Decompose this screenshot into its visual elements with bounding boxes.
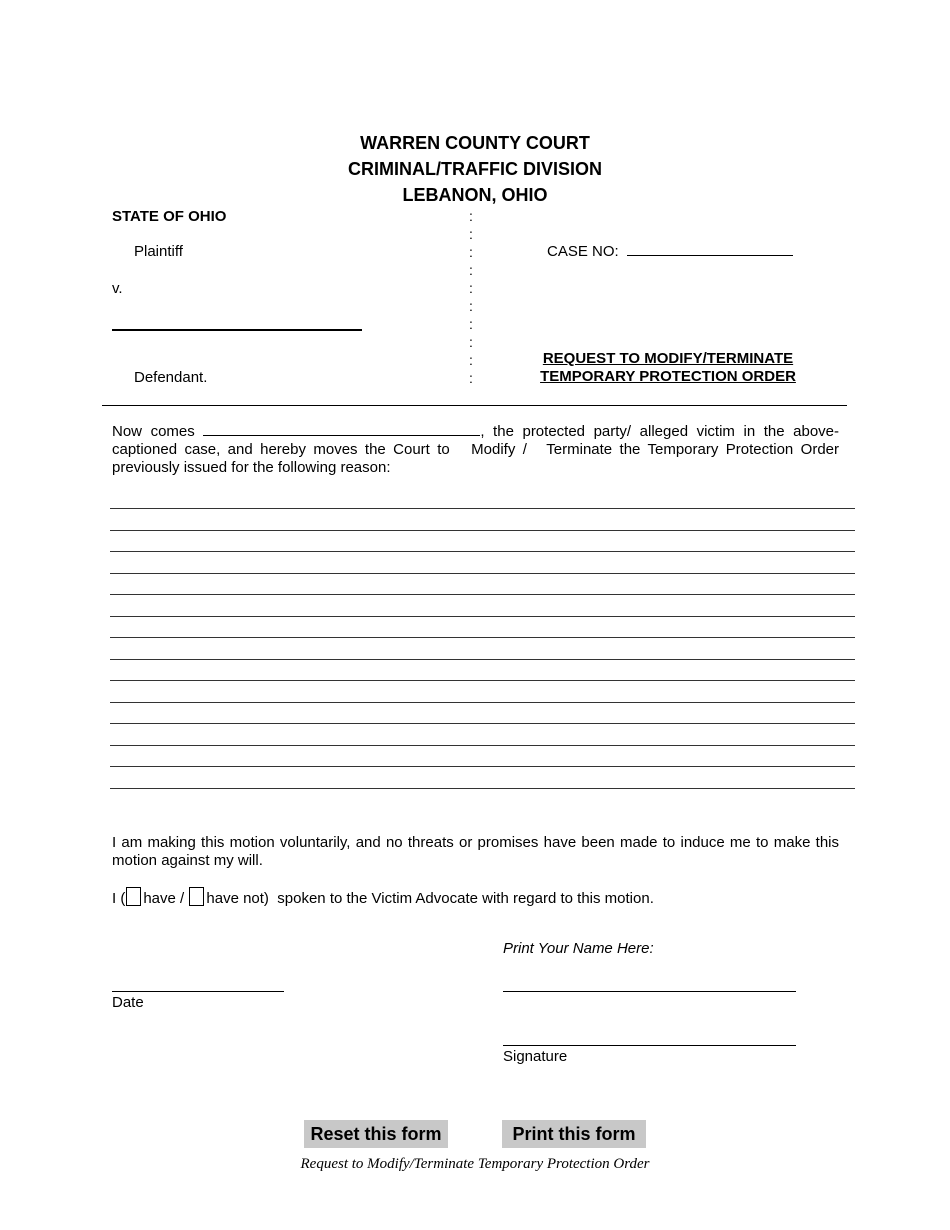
- case-number-input[interactable]: [627, 255, 793, 256]
- state-label: STATE OF OHIO: [112, 208, 227, 225]
- have-not-text: have not): [206, 890, 269, 907]
- caption-colon: :: [469, 208, 473, 224]
- reason-line[interactable]: [110, 508, 855, 509]
- caption-colon: :: [469, 226, 473, 242]
- court-name: WARREN COUNTY COURT: [360, 133, 590, 153]
- versus-label: v.: [112, 280, 123, 297]
- case-number-field: [547, 243, 793, 260]
- reason-line[interactable]: [110, 594, 855, 595]
- have-text: have /: [143, 890, 185, 907]
- reason-line[interactable]: [110, 573, 855, 574]
- caption-colon: :: [469, 352, 473, 368]
- date-line[interactable]: [112, 991, 284, 992]
- modify-text: Modify /: [471, 441, 527, 458]
- reason-line[interactable]: [110, 680, 855, 681]
- document-title-line1: REQUEST TO MODIFY/TERMINATE: [542, 350, 794, 367]
- caption-divider: [102, 405, 847, 406]
- reason-line[interactable]: [110, 702, 855, 703]
- signature-label: Signature: [503, 1048, 568, 1065]
- protected-party-name-input[interactable]: [203, 435, 480, 436]
- signature-line[interactable]: [503, 1045, 796, 1046]
- caption-colon: :: [469, 334, 473, 350]
- now-comes-text: Now comes: [112, 423, 195, 440]
- court-location: LEBANON, OHIO: [402, 185, 548, 205]
- print-name-label: Print Your Name Here:: [503, 940, 654, 957]
- reset-form-button[interactable]: Reset this form: [304, 1120, 448, 1148]
- advocate-prefix: I (: [112, 890, 126, 907]
- terminate-text: Terminate the Temporary Protection Order previously issued for the following reason:: [112, 441, 840, 476]
- page-footer: Request to Modify/Terminate Temporary Protection Order: [300, 1156, 650, 1172]
- print-form-button[interactable]: Print this form: [502, 1120, 646, 1148]
- voluntary-statement: I am making this motion voluntarily, and no threats or promises have been made to induce me to make this motion against my will.: [112, 834, 839, 869]
- victim-advocate-statement: [112, 887, 654, 907]
- reason-line[interactable]: [110, 723, 855, 724]
- motion-paragraph: [112, 423, 839, 477]
- have-not-checkbox[interactable]: [189, 887, 204, 906]
- reason-line[interactable]: [110, 551, 855, 552]
- reason-line[interactable]: [110, 530, 855, 531]
- have-checkbox[interactable]: [126, 887, 141, 906]
- advocate-suffix: spoken to the Victim Advocate with regard to this motion.: [277, 890, 654, 907]
- defendant-label: Defendant.: [134, 369, 208, 386]
- document-title-line2: TEMPORARY PROTECTION ORDER: [540, 368, 796, 385]
- caption-colon: :: [469, 280, 473, 296]
- reason-line[interactable]: [110, 637, 855, 638]
- reason-line[interactable]: [110, 745, 855, 746]
- reason-line[interactable]: [110, 659, 855, 660]
- division-name: CRIMINAL/TRAFFIC DIVISION: [348, 159, 602, 179]
- plaintiff-label: Plaintiff: [134, 243, 183, 260]
- caption-colon: :: [469, 298, 473, 314]
- defendant-name-line[interactable]: [112, 329, 362, 331]
- date-label: Date: [112, 994, 144, 1011]
- caption-colon: :: [469, 316, 473, 332]
- reason-line[interactable]: [110, 788, 855, 789]
- caption-colon: :: [469, 244, 473, 260]
- motion-text: , the protected party/ alleged victim in the above-captioned case, and hereby moves the Court to: [112, 423, 840, 458]
- reason-line[interactable]: [110, 766, 855, 767]
- case-number-label: CASE NO:: [547, 243, 619, 260]
- caption-colon: :: [469, 370, 473, 386]
- caption-colon: :: [469, 262, 473, 278]
- reason-line[interactable]: [110, 616, 855, 617]
- print-name-line[interactable]: [503, 991, 796, 992]
